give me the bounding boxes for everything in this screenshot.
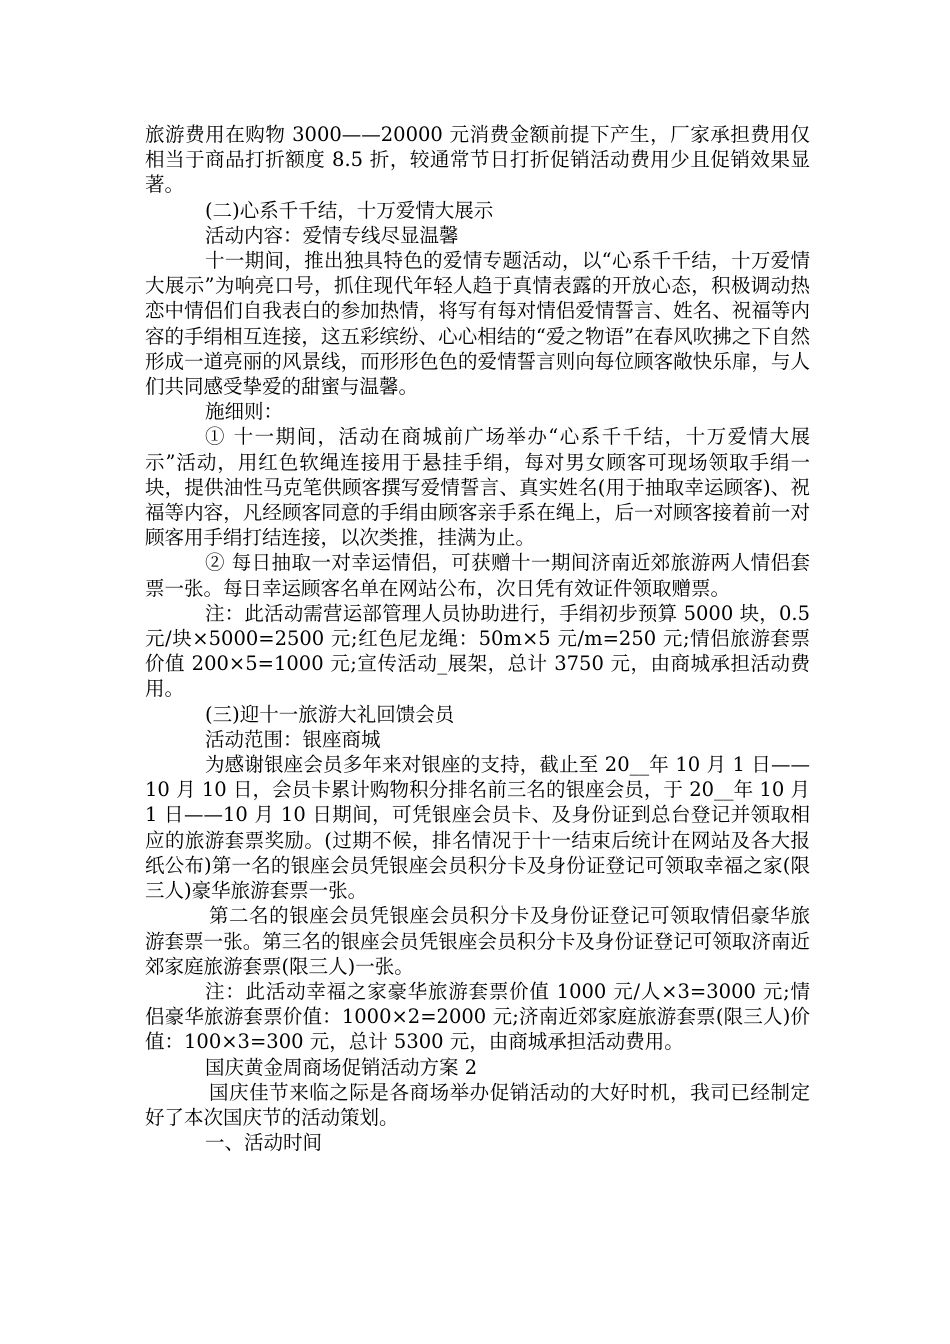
heading-plan-2: 国庆黄金周商场促销活动方案 2 — [205, 1055, 478, 1079]
paragraph-second-third-prize: 第二名的银座会员凭银座会员积分卡及身份证登记可领取情侣豪华旅游套票一张。第三名的银座会员凭银座会员积分卡及身份证登记可领取济南近郊家庭旅游套票(限三人)一张。 — [145, 904, 810, 978]
paragraph-activity-scope: 活动范围：银座商城 — [205, 727, 381, 751]
document-page — [145, 122, 810, 1155]
heading-member-reward: (三)迎十一旅游大礼回馈会员 — [205, 702, 455, 726]
heading-activity-time: 一、活动时间 — [205, 1131, 323, 1155]
paragraph-note-budget: 注：此活动需营运部管理人员协助进行，手绢初步预算 5000 块，0.5 元/块×5000=2500 元;红色尼龙绳：50m×5 元/m=250 元;情侣旅游套票价值 200×5=1000 元;宣传活动_展架，总计 3750 元，由商城承担活动费用。 — [145, 601, 810, 701]
paragraph-national-day-intro: 国庆佳节来临之际是各商场举办促销活动的大好时机，我司已经制定好了本次国庆节的活动策划。 — [145, 1080, 810, 1129]
paragraph-rule-2: ② 每日抽取一对幸运情侣，可获赠十一期间济南近郊旅游两人情侣套票一张。每日幸运顾客名单在网站公布，次日凭有效证件领取赠票。 — [145, 551, 810, 600]
heading-love-knot: (二)心系千千结，十万爱情大展示 — [205, 198, 494, 222]
paragraph-member-thanks: 为感谢银座会员多年来对银座的支持，截止至 20__年 10 月 1 日——10 月 10 日，会员卡累计购物积分排名前三名的银座会员，于 20__年 10 月 1 日——10 月 10 日期间，可凭银座会员卡、及身份证到总台登记并领取相应的旅游套票奖励。(过期不候，排名情况于十一结束后统计在网站及各大报纸公布)第一名的银座会员凭银座会员积分卡及身份证登记可领取幸福之家(限三人)豪华旅游套票一张。 — [145, 753, 810, 903]
paragraph-travel-cost: 旅游费用在购物 3000——20000 元消费金额前提下产生，厂家承担费用仅相当于商品打折额度 8.5 折，较通常节日打折促销活动费用少且促销效果显著。 — [145, 123, 810, 197]
paragraph-love-theme: 十一期间，推出独具特色的爱情专题活动，以“心系千千结，十万爱情大展示”为响亮口号，抓住现代年轻人趋于真情表露的开放心态，积极调动热恋中情侣们自我表白的参加热情，将写有每对情侣爱情誓言、姓名、祝福等内容的手绢相互连接，这五彩缤纷、心心相结的“爱之物语”在春风吹拂之下自然形成一道亮丽的风景线，而形形色色的爱情誓言则向每位顾客敞快乐扉，与人们共同感受挚爱的甜蜜与温馨。 — [145, 249, 810, 399]
paragraph-rule-1: ① 十一期间，活动在商城前广场举办“心系千千结，十万爱情大展示”活动，用红色软绳连接用于悬挂手绢，每对男女顾客可现场领取手绢一块，提供油性马克笔供顾客撰写爱情誓言、真实姓名(用于抽取幸运顾客)、祝福等内容，凡经顾客同意的手绢由顾客亲手系在绳上，后一对顾客接着前一对顾客用手绢打结连接，以次类推，挂满为止。 — [145, 425, 810, 550]
paragraph-rules-label: 施细则： — [205, 400, 284, 424]
paragraph-activity-content: 活动内容：爱情专线尽显温馨 — [205, 223, 459, 247]
paragraph-note-prize-value: 注：此活动幸福之家豪华旅游套票价值 1000 元/人×3=3000 元;情侣豪华旅游套票价值：1000×2=2000 元;济南近郊家庭旅游套票(限三人)价值：100×3=300 元，总计 5300 元，由商城承担活动费用。 — [145, 979, 810, 1054]
